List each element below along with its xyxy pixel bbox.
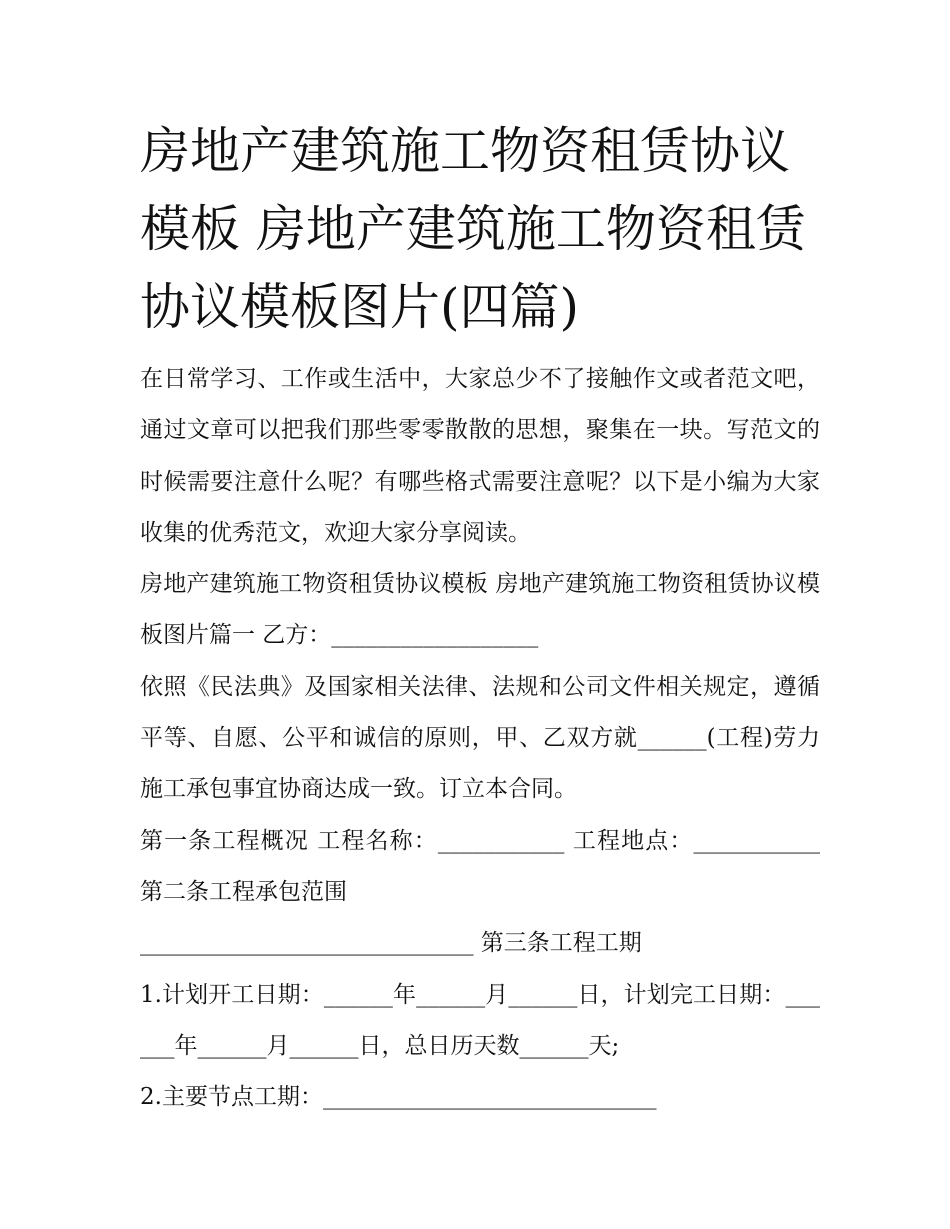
paragraph-section-one-heading: 房地产建筑施工物资租赁协议模板 房地产建筑施工物资租赁协议模板图片篇一 乙方：__________________ [140,571,820,649]
paragraph-legal-basis: 依照《民法典》及国家相关法律、法规和公司文件相关规定，遵循平等、自愿、公平和诚信的原则，甲、乙双方就______(工程)劳力施工承包事宜协商达成一致。订立本合同。 [140,673,820,803]
paragraph-key-milestones: 2.主要节点工期：_____________________________ [140,1084,657,1111]
paragraph-article-two-blank: _____________________________ 第三条工程工期 [140,930,642,957]
paragraph-schedule-dates: 1.计划开工日期：______年______月______日，计划完工日期：______年______月______日，总日历天数______天; [140,981,820,1059]
document-body [140,354,820,1123]
paragraph-intro: 在日常学习、工作或生活中，大家总少不了接触作文或者范文吧，通过文章可以把我们那些零零散散的思想，聚集在一块。写范文的时候需要注意什么呢？有哪些格式需要注意呢？以下是小编为大家收集的优秀范文，欢迎大家分享阅读。 [140,366,820,546]
document-title: 房地产建筑施工物资租赁协议模板 房地产建筑施工物资租赁协议模板图片(四篇) [140,122,806,336]
paragraph-article-one: 第一条工程概况 工程名称：___________ 工程地点：___________ 第二条工程承包范围 [140,827,820,905]
